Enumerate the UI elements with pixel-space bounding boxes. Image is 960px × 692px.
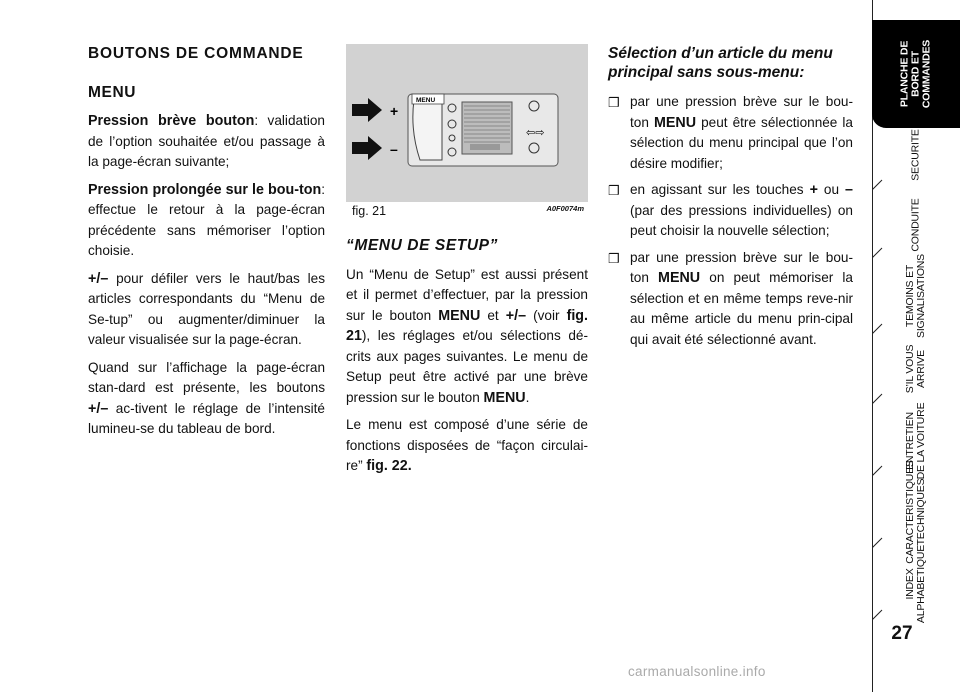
- svg-text:MENU: MENU: [416, 97, 436, 104]
- paragraph-setup-circular: Le menu est composé d’une série de fonctions disposées de “façon circulai-re” fig. 22.: [346, 417, 588, 474]
- menu-subheading: MENU: [88, 83, 137, 101]
- control-panel-illustration: [346, 44, 588, 202]
- selection-title: Sélection d’un article du menu principal sans sous-menu:: [608, 45, 833, 81]
- svg-text:+: +: [390, 103, 399, 119]
- tab-temoins[interactable]: TEMOINS ET SIGNALISATIONS: [904, 254, 927, 338]
- setup-heading: “MENU DE SETUP”: [346, 237, 498, 254]
- paragraph-setup-intro: Un “Menu de Setup” est aussi présent et il permet d’effectuer, par la pression sur le bouton MENU et +/– (voir fig. 21), les réglages et/ou sélections dé-crits aux pages suivantes. Le menu de Setup peut être activé par une brève pression sur le bouton MENU.: [346, 266, 589, 406]
- column-buttons: [88, 44, 325, 447]
- selection-list: [608, 92, 853, 350]
- figure-image: [346, 44, 588, 202]
- svg-text:⇦⇨: ⇦⇨: [526, 126, 545, 139]
- tab-securite[interactable]: SECURITE: [909, 129, 922, 181]
- tab-index[interactable]: INDEX ALPHABETIQUE: [904, 544, 927, 624]
- checkbox-bullet-icon: ❒: [608, 95, 620, 110]
- paragraph-brightness: Quand sur l’affichage la page-écran stan-dard est présente, les boutons +/– ac-tivent le réglage de l’intensité lumineu-se du tableau de bord.: [88, 359, 325, 436]
- figure-code: A0F0074m: [546, 204, 584, 213]
- paragraph-long-press: Pression prolongée sur le bou-ton: effectue le retour à la page-écran précédente sans mémoriser l’option choisie.: [88, 181, 325, 258]
- list-item: ❒ en agissant sur les touches + ou – (par des pressions individuelles) on peut choisir la nouvelle sélection;: [608, 182, 853, 238]
- svg-text:–: –: [390, 141, 398, 157]
- paragraph-short-press: Pression brève bouton: validation de l’option souhaitée et/ou passage à la page-écran suivante;: [88, 113, 325, 169]
- tab-conduite[interactable]: CONDUITE: [909, 198, 922, 252]
- column-selection: [608, 44, 853, 356]
- figure-label: fig. 21: [352, 204, 387, 218]
- checkbox-bullet-icon: ❒: [608, 183, 620, 198]
- tab-caracteristiques[interactable]: CARACTERISTIQUES TECHNIQUES: [904, 460, 927, 564]
- watermark: carmanualsonline.info: [628, 664, 766, 679]
- chapter-sidebar: [872, 0, 960, 692]
- tab-planche-de-bord[interactable]: PLANCHE DE BORD ET COMMANDES: [872, 20, 960, 128]
- list-item: ❒ par une pression brève sur le bou-ton MENU peut être sélectionnée la sélection du menu principal que l’on désire modifier;: [608, 94, 853, 171]
- checkbox-bullet-icon: ❒: [608, 250, 620, 266]
- page-number: 27: [891, 623, 913, 644]
- sidebar-tab-notches: [872, 0, 960, 692]
- figure-21: [346, 44, 588, 222]
- tab-sil-vous-arrive[interactable]: S’IL VOUS ARRIVE: [904, 344, 927, 394]
- column-setup-menu: [346, 236, 588, 484]
- section-heading: BOUTONS DE COMMANDE: [88, 45, 304, 62]
- tab-entretien[interactable]: ENTRETIEN DE LA VOITURE: [904, 402, 927, 480]
- list-item: ❒ par une pression brève sur le bou-ton MENU on peut mémoriser la sélection et en même temps reve-nir au même article du menu prin-cipal qui avait été sélectionné avant.: [608, 249, 853, 347]
- paragraph-plus-minus: +/– pour défiler vers le haut/bas les articles correspondants du “Menu de Se-tup” ou augmenter/diminuer la valeur visualisée sur la page-écran.: [88, 270, 325, 347]
